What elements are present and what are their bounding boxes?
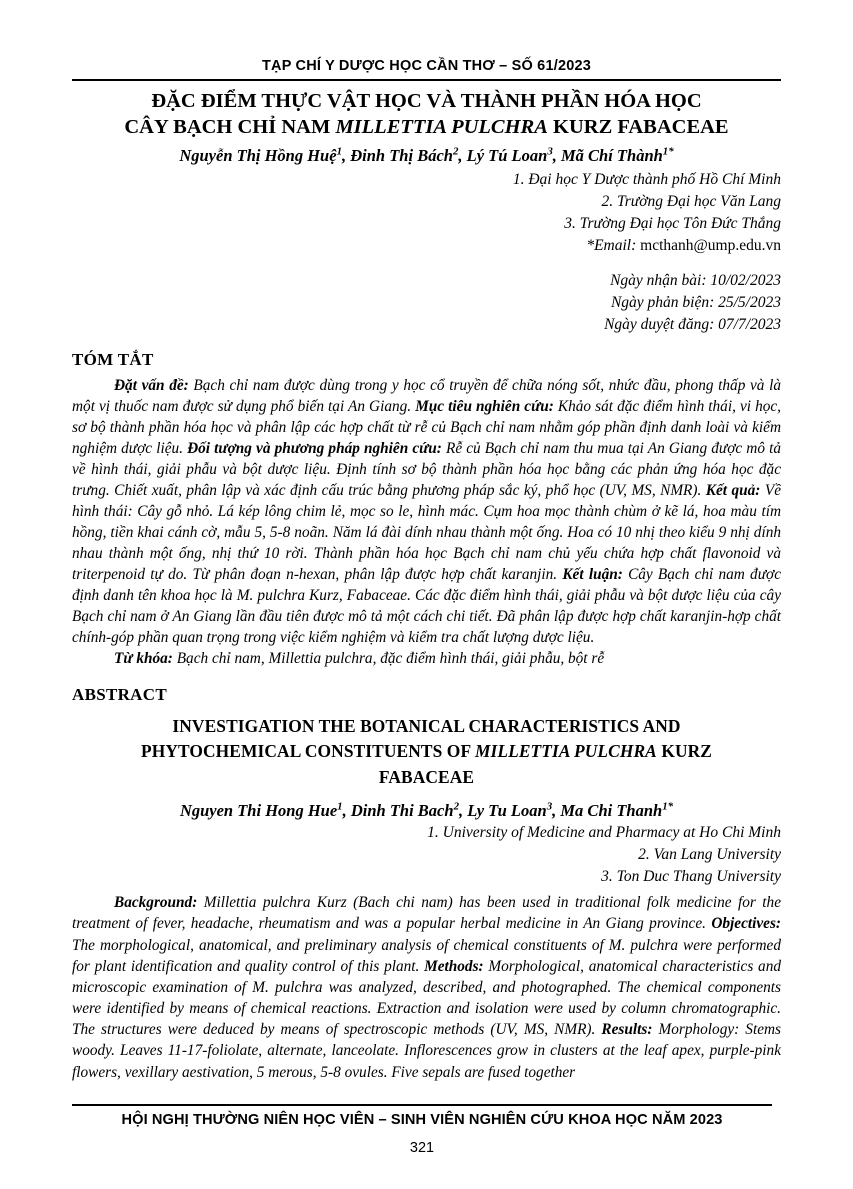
article-title-en-line1: INVESTIGATION THE BOTANICAL CHARACTERISTICS AND [172,716,681,737]
label-doi-tuong: Đối tượng và phương pháp nghiên cứu: [187,439,442,457]
text-results: Morphology: Stems woody. Leaves 11-17-foliolate, alternate, lanceolate. Inflorescences grow in clusters at the leaf apex, purple-pink flowers, vexillary aestivation, 5 merous, 5-8 ovules. Five sepals are fused together [72,1021,781,1081]
affiliation-en-1: 1. University of Medicine and Pharmacy at Ho Chi Minh [427,824,781,842]
date-reviewed: Ngày phản biện: 25/5/2023 [610,293,781,311]
authors-en: Nguyen Thi Hong Hue$^1$, Dinh Thi Bach$^2$, Ly Tu Loan$^3$, Ma Chi Thanh$^{1*}$ [179,800,674,820]
affiliation-en-2: 2. Van Lang University [638,846,781,864]
label-results: Results: [601,1021,653,1039]
text-methods: Morphological, anatomical characteristics and microscopic examination of M. pulchra was analyzed, described, and photographed. The chemical components were identified by means of chemical reactions. Extraction and isolation were used by column chromatographic. The structures were deduced by means of spectroscopic methods (UV, MS, NMR). [72,957,781,1039]
affiliation-2: 2. Trường Đại học Văn Lang [601,192,781,210]
label-background: Background: [114,894,198,912]
affiliation-1: 1. Đại học Y Dược thành phố Hồ Chí Minh [512,170,781,188]
keywords-vi [72,648,781,669]
abstract-vi [72,375,781,648]
author-en-4: Ma Chi Thanh [560,800,663,820]
running-head: TẠP CHÍ Y DƯỢC HỌC CẦN THƠ – SỐ 61/2023 [261,58,592,74]
text-background: Millettia pulchra Kurz (Bach chi nam) has been used in traditional folk medicine for the treatment of fever, headache, rheumatism and was a popular herbal medicine in An Giang province. [72,894,781,933]
page-content [72,0,781,1098]
label-ket-luan: Kết luận: [562,565,623,583]
author-3-sup: 3 [547,145,553,158]
corresponding-email [72,235,781,257]
text-tu-khoa: Bạch chỉ nam, Millettia pulchra, đặc điểm hình thái, giải phẫu, bột rễ [172,650,605,668]
title-en-prefix: PHYTOCHEMICAL CONSTITUENTS OF [141,741,475,762]
article-title-vi [72,88,781,140]
text-doi-tuong: Rễ củ Bạch chỉ nam thu mua tại An Giang được mô tả về hình thái, giải phẫu và bột dược liệu. Định tính sơ bộ thành phần hóa học bằng các phản ứng hóa học đặc trưng. Chiết xuất, phân lập và xác định cấu trúc bằng phương pháp sắc ký, phổ học (UV, MS, NMR). [72,439,781,499]
section-heading-tomtat: TÓM TẮT [72,349,154,369]
footer-rule [72,1104,772,1106]
label-ket-qua: Kết quả: [705,481,761,499]
date-received: Ngày nhận bài: 10/02/2023 [610,271,781,289]
article-title-vi-line2 [72,114,781,140]
author-sep-1: , [342,146,351,166]
email-label: *Email: [586,236,637,254]
title-vi-prefix: CÂY BẠCH CHỈ NAM [124,116,336,139]
title-en-species: MILLETTIA PULCHRA [474,741,657,762]
text-objectives: The morphological, anatomical, and preliminary analysis of chemical constituents of M. pulchra were performed for plant identification and quality control of this plant. [72,936,781,975]
author-sep-2: , [458,146,467,166]
footer-conference-text: HỘI NGHỊ THƯỜNG NIÊN HỌC VIÊN – SINH VIÊN NGHIÊN CỨU KHOA HỌC NĂM 2023 [121,1112,723,1128]
author-en-3-sup: 3 [546,800,553,813]
date-accepted: Ngày duyệt đăng: 07/7/2023 [604,315,781,333]
page-footer [72,1104,772,1156]
author-en-2-sup: 2 [453,800,459,813]
title-en-suffix: KURZ [656,741,712,762]
label-tu-khoa: Từ khóa: [114,650,173,668]
author-4: Mã Chí Thành [561,146,663,166]
author-en-4-sup: 1* [662,800,674,813]
email-address[interactable]: mcthanh@ump.edu.vn [636,236,781,254]
author-en-1-sup: 1 [337,800,343,813]
author-1-sup: 1 [336,145,342,158]
author-4-sup: 1* [662,145,674,158]
abstract-en [72,892,781,1083]
author-2: Đinh Thị Bách [350,146,453,166]
affiliations-en [72,822,781,888]
article-title-en [72,714,781,790]
title-vi-suffix: KURZ FABACEAE [547,116,729,139]
affiliations-vi [72,169,781,257]
page-number: 321 [409,1140,435,1156]
label-muc-tieu: Mục tiêu nghiên cứu: [415,397,554,415]
submission-dates [72,270,781,336]
affiliation-3: 3. Trường Đại học Tôn Đức Thắng [564,214,781,232]
authors-vi [72,145,781,166]
author-1: Nguyễn Thị Hồng Huệ [179,146,337,166]
label-methods: Methods: [424,957,484,975]
author-en-2: Dinh Thi Bach [350,800,454,820]
section-heading-abstract: ABSTRACT [72,685,167,705]
affiliation-en-3: 3. Ton Duc Thang University [601,868,781,886]
author-sep-3: , [552,146,561,166]
article-title-en-line3: FABACEAE [378,766,475,787]
header-rule [72,79,781,81]
author-en-3: Ly Tu Loan [467,800,547,820]
article-title-vi-line1: ĐẶC ĐIỂM THỰC VẬT HỌC VÀ THÀNH PHẦN HÓA HỌC [151,90,702,113]
article-title-en-line2 [72,739,781,764]
text-ket-qua: Về hình thái: Cây gỗ nhỏ. Lá kép lông chim lẻ, mọc so le, hình mác. Cụm hoa mọc thành chùm ở kẽ lá, hoa màu tím hồng, tiền khai cánh cờ, mẫu 5, 5-8 noãn. Năm lá đài dính nhau thành một ống. Hoa có 10 nhị theo kiểu 9 nhị dính nhau thành một ống, nhị thứ 10 rời. Thành phần hóa học Bạch chỉ nam chủ yếu chứa hợp chất flavonoid và triterpenoid tự do. Từ phân đoạn n-hexan, phân lập được hợp chất karanjin. [72,481,782,583]
title-vi-species: MILLETTIA PULCHRA [335,116,548,139]
label-dat-van-de: Đặt vấn đề: [114,376,189,394]
text-muc-tieu: Khảo sát đặc điểm hình thái, vi học, sơ bộ thành phần hóa học và phân lập các hợp chất từ rễ củ Bạch chỉ nam nhằm góp phần định danh loài và kiểm nghiệm dược liệu. [72,397,781,457]
text-dat-van-de: Bạch chỉ nam được dùng trong y học cổ truyền để chữa nóng sốt, nhức đầu, phong thấp và là một vị thuốc nam được sử dụng phổ biến tại An Giang. [72,376,781,415]
author-3: Lý Tú Loan [466,146,548,166]
author-2-sup: 2 [452,145,459,158]
author-en-1: Nguyen Thi Hong Hue [179,800,338,820]
text-ket-luan: Cây Bạch chỉ nam được định danh tên khoa học là M. pulchra Kurz, Fabaceae. Các đặc điểm hình thái, giải phẫu và bột dược liệu của cây Bạch chỉ nam ở An Giang lần đầu tiên được mô tả một cách chi tiết. Đã phân lập được hợp chất karanjin-hợp chất chính-góp phần quan trọng trong việc kiểm nghiệm và kiểm tra chất lượng dược liệu. [72,565,782,646]
label-objectives: Objectives: [711,915,781,933]
